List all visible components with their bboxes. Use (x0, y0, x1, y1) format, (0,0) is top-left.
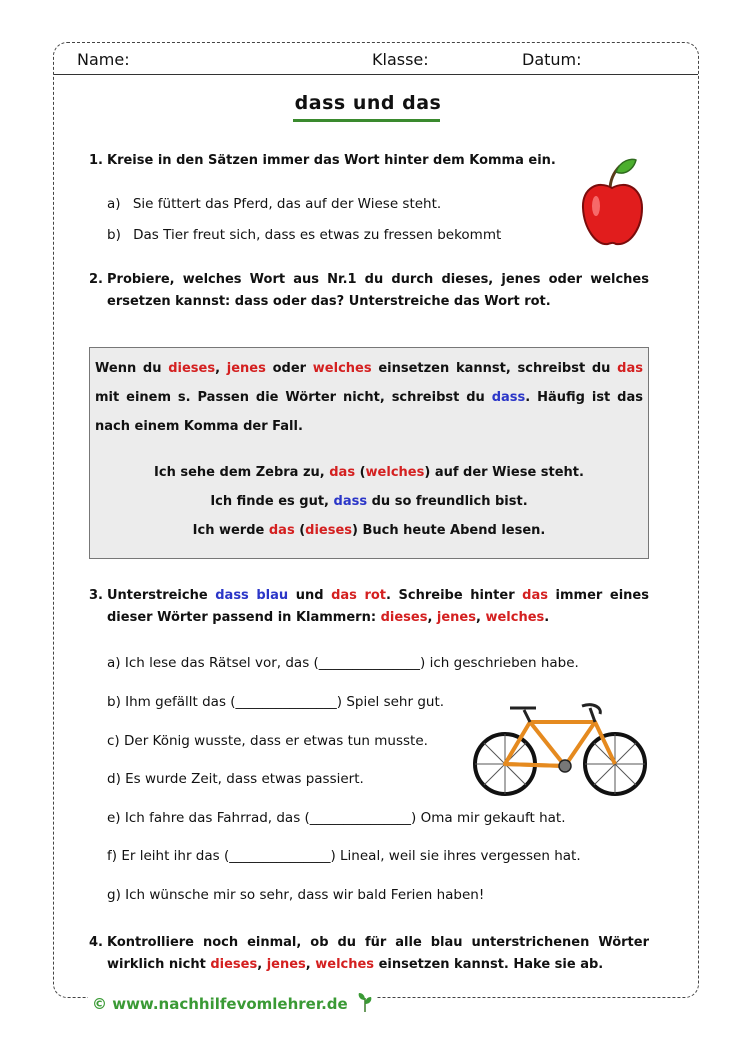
q1-item-b (107, 227, 501, 243)
example-text: ) auf der Wiese steht. (424, 465, 584, 480)
rule-text: Wenn du (95, 361, 169, 376)
q1-item-a-text: Sie füttert das Pferd, das auf der Wiese steht. (132, 196, 442, 212)
rule-box (89, 347, 649, 559)
q4-text: , (305, 957, 316, 972)
rule-text: oder (265, 361, 313, 376)
q3-item-label: b) (107, 694, 121, 710)
q3-item-f (107, 848, 581, 864)
rule-text: einsetzen kannst, schreibst du (371, 361, 618, 376)
example-text: ( (294, 523, 306, 538)
rule-word-das: das (617, 361, 643, 376)
rule-word-welches: welches (312, 361, 372, 376)
q3-item-c (107, 733, 428, 749)
q3-word-das-rot: das rot (331, 588, 387, 603)
q3-text: Unterstreiche (107, 588, 216, 603)
q3-text: . (544, 610, 550, 625)
q3-item-text: Er leiht ihr das (_______________) Lineal, weil sie ihres vergessen hat. (121, 848, 581, 864)
example-text: Ich werde (192, 523, 269, 538)
q3-item-label: g) (107, 887, 121, 903)
title-underline (293, 119, 440, 122)
q3-word-das: das (522, 588, 548, 603)
q3-item-text: Der König wusste, dass er etwas tun musste. (124, 733, 428, 749)
question-3-number: 3. (89, 588, 103, 603)
q4-text: Kontrolliere noch einmal, ob du für alle blau unterstrichenen Wörter wirklich nicht (107, 935, 649, 972)
apple-illustration (580, 158, 644, 248)
rule-paragraph (95, 354, 643, 441)
example-text: Ich sehe dem Zebra zu, (154, 465, 330, 480)
rule-word-dieses: dieses (168, 361, 216, 376)
q3-item-label: d) (107, 771, 121, 787)
example-2 (90, 494, 648, 509)
footer-copyright (88, 992, 377, 1013)
footer-text: © www.nachhilfevomlehrer.de (92, 995, 348, 1013)
page-title: dass und das (294, 92, 442, 114)
q3-text: und (288, 588, 332, 603)
rule-word-dass: dass (491, 390, 526, 405)
rule-text: . Häufig ist das nach einem Komma der Fall. (95, 390, 643, 434)
q1-item-a-label: a) (107, 196, 121, 212)
rule-text: mit einem s. Passen die Wörter nicht, schreibst du (95, 390, 492, 405)
date-label: Datum: (522, 50, 582, 69)
example-text: Ich finde es gut, (210, 494, 334, 509)
example-word-dieses: dieses (305, 523, 353, 538)
question-4-text (107, 932, 649, 976)
question-2-number: 2. (89, 272, 103, 287)
q3-item-a (107, 655, 579, 671)
rule-word-jenes: jenes (226, 361, 266, 376)
q4-text: , (257, 957, 267, 972)
example-1 (90, 465, 648, 480)
q3-text: , (476, 610, 486, 625)
q3-word-dass-blau: dass blau (215, 588, 289, 603)
example-word-das: das (268, 523, 295, 538)
q1-item-b-text: Das Tier freut sich, dass es etwas zu fressen bekommt (133, 227, 502, 243)
name-label: Name: (77, 50, 130, 69)
q3-text: , (427, 610, 437, 625)
q3-item-text: Ich lese das Rätsel vor, das (_______________) ich geschrieben habe. (124, 655, 579, 671)
example-3 (90, 523, 648, 538)
q4-word-jenes: jenes (266, 957, 306, 972)
q3-item-label: f) (107, 848, 118, 864)
leaf-icon (357, 992, 373, 1012)
q3-word-welches: welches (485, 610, 545, 625)
q3-word-dieses: dieses (380, 610, 428, 625)
example-word-welches: welches (365, 465, 425, 480)
q4-word-welches: welches (315, 957, 375, 972)
q4-word-dieses: dieses (210, 957, 258, 972)
q3-item-text: Es wurde Zeit, dass etwas passiert. (125, 771, 364, 787)
example-word-dass: dass (333, 494, 368, 509)
q3-text: . Schreibe hinter (386, 588, 523, 603)
example-text: du so freundlich bist. (367, 494, 528, 509)
question-1-text: Kreise in den Sätzen immer das Wort hinter dem Komma ein. (107, 153, 556, 168)
header-divider (54, 74, 698, 75)
q1-item-b-label: b) (107, 227, 121, 243)
question-1-number: 1. (89, 153, 103, 168)
question-4-number: 4. (89, 935, 103, 950)
example-text: ) Buch heute Abend lesen. (352, 523, 546, 538)
q3-item-d (107, 771, 364, 787)
example-text: ( (355, 465, 366, 480)
rule-text: , (215, 361, 227, 376)
class-label: Klasse: (372, 50, 429, 69)
example-word-das: das (329, 465, 356, 480)
q3-word-jenes: jenes (436, 610, 476, 625)
q3-text: immer eines dieser Wörter passend in Klammern: (107, 588, 649, 625)
q3-item-text: Ich wünsche mir so sehr, dass wir bald Ferien haben! (125, 887, 485, 903)
q3-item-label: a) (107, 655, 121, 671)
q3-item-g (107, 887, 484, 903)
q4-text: einsetzen kannst. Hake sie ab. (374, 957, 604, 972)
q3-item-text: Ihm gefällt das (_______________) Spiel sehr gut. (125, 694, 445, 710)
q3-item-label: e) (107, 810, 121, 826)
q3-item-label: c) (107, 733, 120, 749)
q3-item-e (107, 810, 566, 826)
question-2-text: Probiere, welches Wort aus Nr.1 du durch dieses, jenes oder welches ersetzen kannst: dass oder das? Unterstreiche das Wort rot. (107, 272, 649, 309)
q3-item-text: Ich fahre das Fahrrad, das (_______________) Oma mir gekauft hat. (124, 810, 566, 826)
q3-item-b (107, 694, 444, 710)
bicycle-illustration (470, 700, 650, 800)
q1-item-a (107, 196, 441, 212)
question-3-text (107, 585, 649, 629)
